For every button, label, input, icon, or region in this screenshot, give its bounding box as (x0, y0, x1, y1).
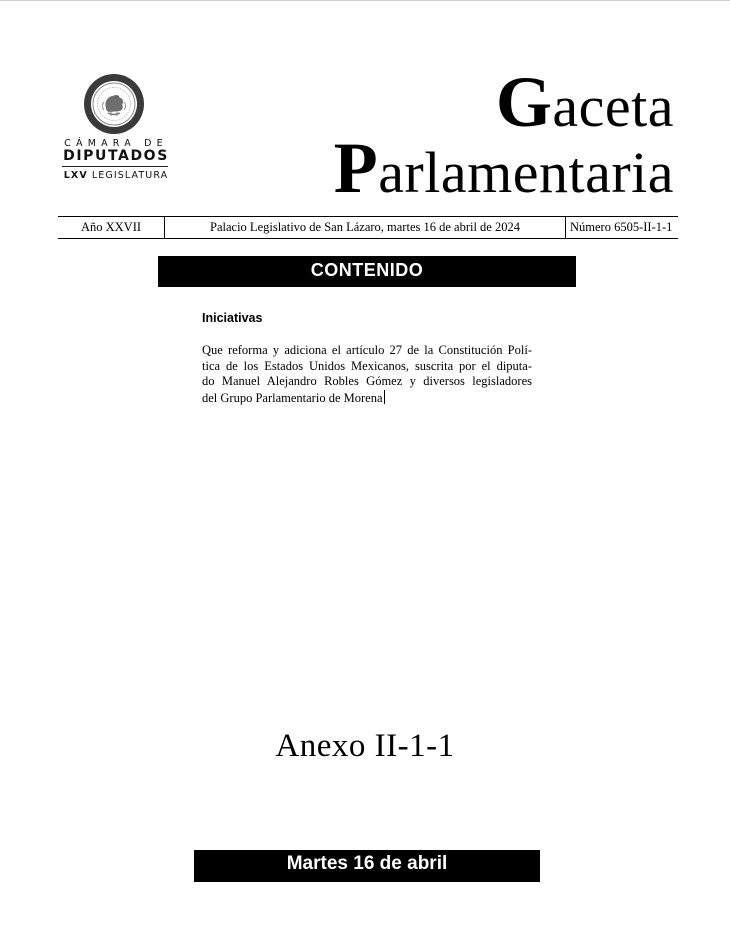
summary-line: Que reforma y adiciona el artículo 27 de la Constitución Polí- (202, 343, 532, 357)
anexo-title: Anexo II-1-1 (275, 728, 455, 764)
masthead-gaceta: Gaceta (495, 62, 674, 142)
text-cursor (384, 390, 385, 404)
masthead-parlamentaria: Parlamentaria (333, 128, 674, 208)
issue-year: Año XXVII (80, 220, 142, 234)
info-separator (565, 217, 566, 238)
issue-info-bar (58, 216, 678, 239)
logo-diputados-text: DIPUTADOS (63, 148, 169, 164)
contenido-heading: CONTENIDO (158, 256, 576, 287)
mexican-eagle-seal-icon (82, 72, 146, 136)
initiative-summary[interactable] (202, 343, 532, 406)
summary-line: do Manuel Alejandro Robles Gómez y diversos legisladores (202, 374, 532, 389)
summary-line: tica de los Estados Unidos Mexicanos, suscrita por el diputa- (202, 358, 532, 373)
date-banner: Martes 16 de abril (194, 850, 540, 882)
logo-divider (62, 166, 168, 167)
logo-legislatura-text: LXV LEGISLATURA (63, 170, 169, 181)
issue-place-date: Palacio Legislativo de San Lázaro, martes 16 de abril de 2024 (210, 220, 520, 234)
issue-number: Número 6505-II-1-1 (570, 220, 673, 234)
logo-camara-text: CÁMARA DE (64, 138, 168, 149)
gaceta-masthead (333, 62, 674, 208)
camara-logo (60, 72, 172, 184)
section-title: Iniciativas (202, 311, 263, 325)
top-rule (0, 0, 730, 1)
summary-line-last: del Grupo Parlamentario de Morena (202, 390, 383, 405)
